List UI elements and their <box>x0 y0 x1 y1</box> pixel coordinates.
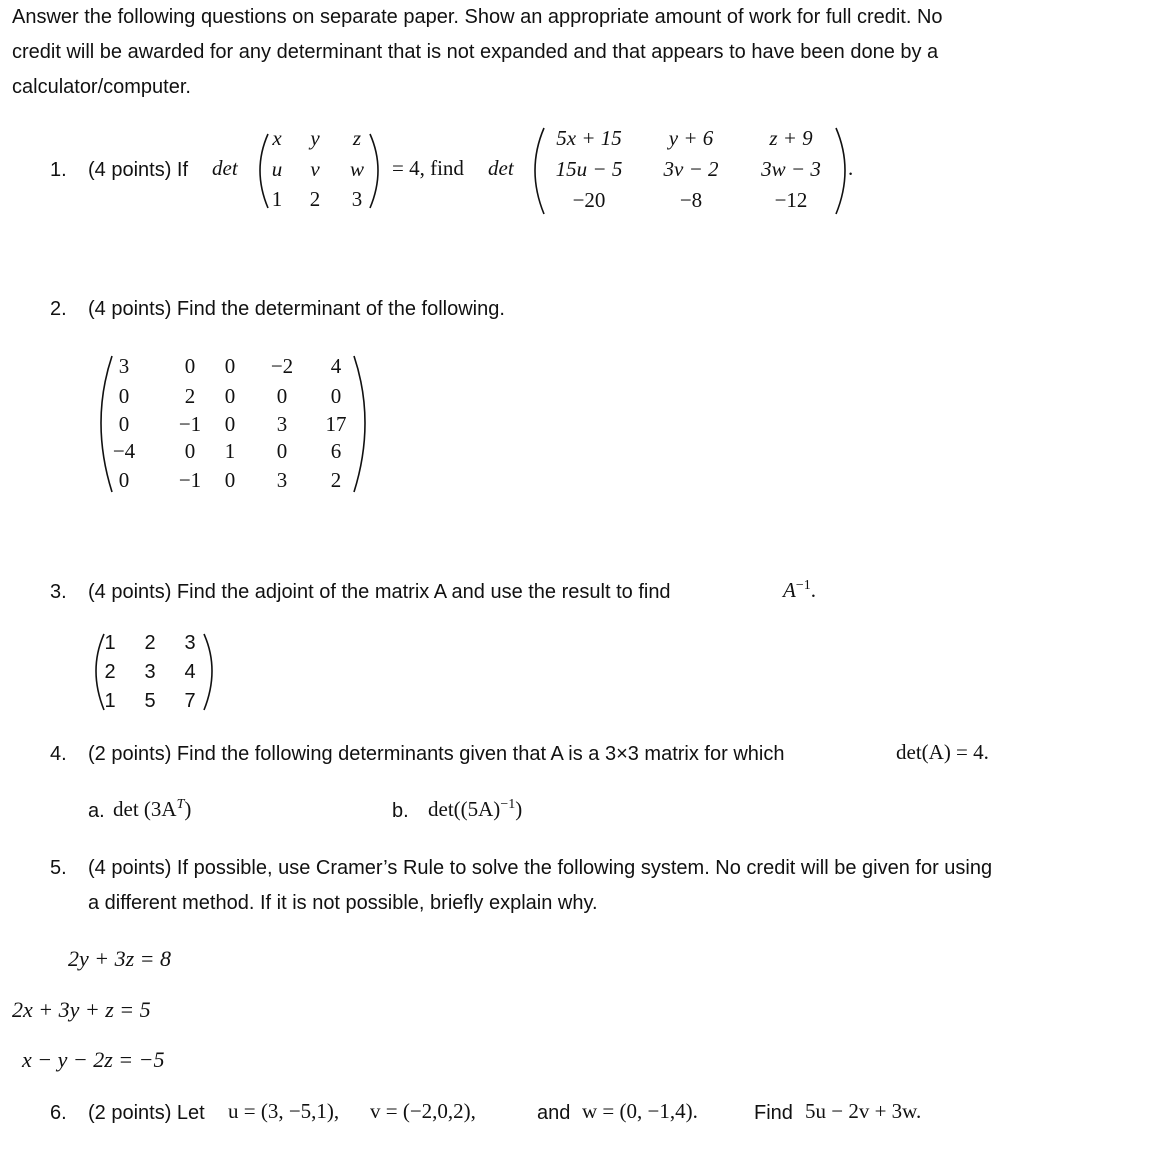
q5-equation-3: x − y − 2z = −5 <box>22 1047 165 1072</box>
q2-cell-r5c4: 3 <box>276 468 288 492</box>
q1-b-r2c3: 3w − 3 <box>761 157 821 181</box>
q3-number: 3. <box>50 581 67 603</box>
q2-cell-r5c3: 0 <box>224 468 236 492</box>
q1-a-r3c1: 1 <box>271 187 283 211</box>
q2-number: 2. <box>50 298 67 320</box>
q2-cell-r5c2: −1 <box>178 468 202 492</box>
q3-cell-r3c1: 1 <box>104 690 116 712</box>
q5-number: 5. <box>50 857 67 879</box>
q3-cell-r2c3: 4 <box>184 661 196 683</box>
q1-a-r1c2: y <box>310 126 320 150</box>
q3-cell-r1c3: 3 <box>184 632 196 654</box>
q1-a-r3c2: 2 <box>309 187 321 211</box>
q2-cell-r2c5: 0 <box>330 384 342 408</box>
q6-v-def: v = (−2,0,2), <box>370 1099 476 1123</box>
q2-cell-r3c2: −1 <box>178 412 202 436</box>
q1-b-r2c2: 3v − 2 <box>663 157 719 181</box>
q3-inverse-label: A <box>783 578 796 602</box>
q3-inverse-sup: −1 <box>795 578 811 593</box>
q1-a-r2c2: v <box>310 157 320 181</box>
q2-cell-r2c4: 0 <box>276 384 288 408</box>
q1-b-r3c2: −8 <box>679 188 703 212</box>
q4-part-a-sup: T <box>176 797 185 812</box>
q6-u-def: u = (3, −5,1), <box>228 1099 340 1123</box>
q5-equation-2: 2x + 3y + z = 5 <box>12 997 151 1022</box>
q2-cell-r3c3: 0 <box>224 412 236 436</box>
q3-end: . <box>810 578 816 602</box>
q3-matrix-right-paren <box>196 628 226 718</box>
q4-part-a-close: ) <box>184 797 192 821</box>
q5-line-2: a different method. If it is not possible, briefly explain why. <box>88 892 598 914</box>
q4-part-a-label: a. <box>88 800 105 822</box>
q1-b-r3c3: −12 <box>774 188 808 212</box>
intro-line-2: credit will be awarded for any determinant that is not expanded and that appears to have been done by a <box>12 41 939 63</box>
q2-cell-r3c1: 0 <box>118 412 130 436</box>
q4-part-b-close: ) <box>515 797 523 821</box>
q3-text: (4 points) Find the adjoint of the matrix A and use the result to find <box>88 581 671 603</box>
q2-cell-r1c1: 3 <box>118 354 130 378</box>
q2-cell-r1c4: −2 <box>270 354 294 378</box>
q6-expression: 5u − 2v + 3w. <box>805 1099 922 1123</box>
q4-text: (2 points) Find the following determinants given that A is a 3×3 matrix for which <box>88 743 785 765</box>
q1-a-r2c1: u <box>271 157 283 181</box>
q5-equation-1: 2y + 3z = 8 <box>68 946 172 971</box>
q2-cell-r4c3: 1 <box>224 439 236 463</box>
q1-end: . <box>848 156 854 180</box>
q6-w-def: w = (0, −1,4). <box>582 1099 698 1123</box>
q6-find-word: Find <box>754 1102 793 1124</box>
q1-b-r3c1: −20 <box>572 188 606 212</box>
q2-cell-r2c3: 0 <box>224 384 236 408</box>
q2-cell-r1c2: 0 <box>184 354 196 378</box>
q2-cell-r3c4: 3 <box>276 412 288 436</box>
q1-b-r2c1: 15u − 5 <box>555 157 623 181</box>
q1-equals-text: = 4, find <box>392 156 464 180</box>
q6-and-word: and <box>537 1102 571 1124</box>
q1-a-r2c3: w <box>349 157 364 181</box>
q3-cell-r1c2: 2 <box>144 632 156 654</box>
q1-b-r1c1: 5x + 15 <box>556 126 622 150</box>
q6-number: 6. <box>50 1102 67 1124</box>
q1-a-r1c1: x <box>272 126 282 150</box>
q1-b-r1c3: z + 9 <box>769 126 813 150</box>
q1-number: 1. <box>50 159 67 181</box>
q4-condition: det(A) = 4. <box>896 740 989 764</box>
intro-line-3: calculator/computer. <box>12 76 191 98</box>
q3-cell-r3c2: 5 <box>144 690 156 712</box>
q4-part-b-label: b. <box>392 800 409 822</box>
q2-cell-r4c4: 0 <box>276 439 288 463</box>
intro-line-1: Answer the following questions on separate paper. Show an appropriate amount of work for full credit. No <box>12 6 943 28</box>
q1-a-r3c3: 3 <box>351 187 363 211</box>
q1-matrix-b-right-paren <box>828 122 858 222</box>
q4-number: 4. <box>50 743 67 765</box>
q2-text: (4 points) Find the determinant of the following. <box>88 298 505 320</box>
q6-lead: (2 points) Let <box>88 1102 205 1124</box>
q4-part-b-sup: −1 <box>500 797 516 812</box>
q4-part-a-expr: det (3A <box>113 797 177 821</box>
q2-cell-r2c2: 2 <box>184 384 196 408</box>
q3-cell-r2c2: 3 <box>144 661 156 683</box>
q1-det-word-2: det <box>488 156 514 180</box>
q2-cell-r4c2: 0 <box>184 439 196 463</box>
q2-cell-r3c5: 17 <box>325 412 347 436</box>
q3-inverse-expression <box>783 578 816 603</box>
q2-cell-r1c3: 0 <box>224 354 236 378</box>
q2-cell-r4c5: 6 <box>330 439 342 463</box>
q2-cell-r1c5: 4 <box>330 354 342 378</box>
q3-cell-r1c1: 1 <box>104 632 116 654</box>
q4-part-b-expr: det((5A) <box>428 797 501 821</box>
q2-cell-r5c1: 0 <box>118 468 130 492</box>
q2-cell-r4c1: −4 <box>112 439 136 463</box>
q1-det-word: det <box>212 156 238 180</box>
q1-b-r1c2: y + 6 <box>668 126 714 150</box>
q1-matrix-a-right-paren <box>362 128 392 218</box>
q4-part-b-expression <box>428 797 522 822</box>
q4-part-a-expression <box>113 797 191 822</box>
q1-lead: (4 points) If <box>88 159 189 181</box>
q3-cell-r2c1: 2 <box>104 661 116 683</box>
q1-a-r1c3: z <box>352 126 362 150</box>
q3-cell-r3c3: 7 <box>184 690 196 712</box>
q2-cell-r5c5: 2 <box>330 468 342 492</box>
q2-cell-r2c1: 0 <box>118 384 130 408</box>
q5-line-1: (4 points) If possible, use Cramer’s Rule to solve the following system. No credit will be given for using <box>88 857 993 879</box>
q2-matrix-right-paren <box>348 352 378 502</box>
